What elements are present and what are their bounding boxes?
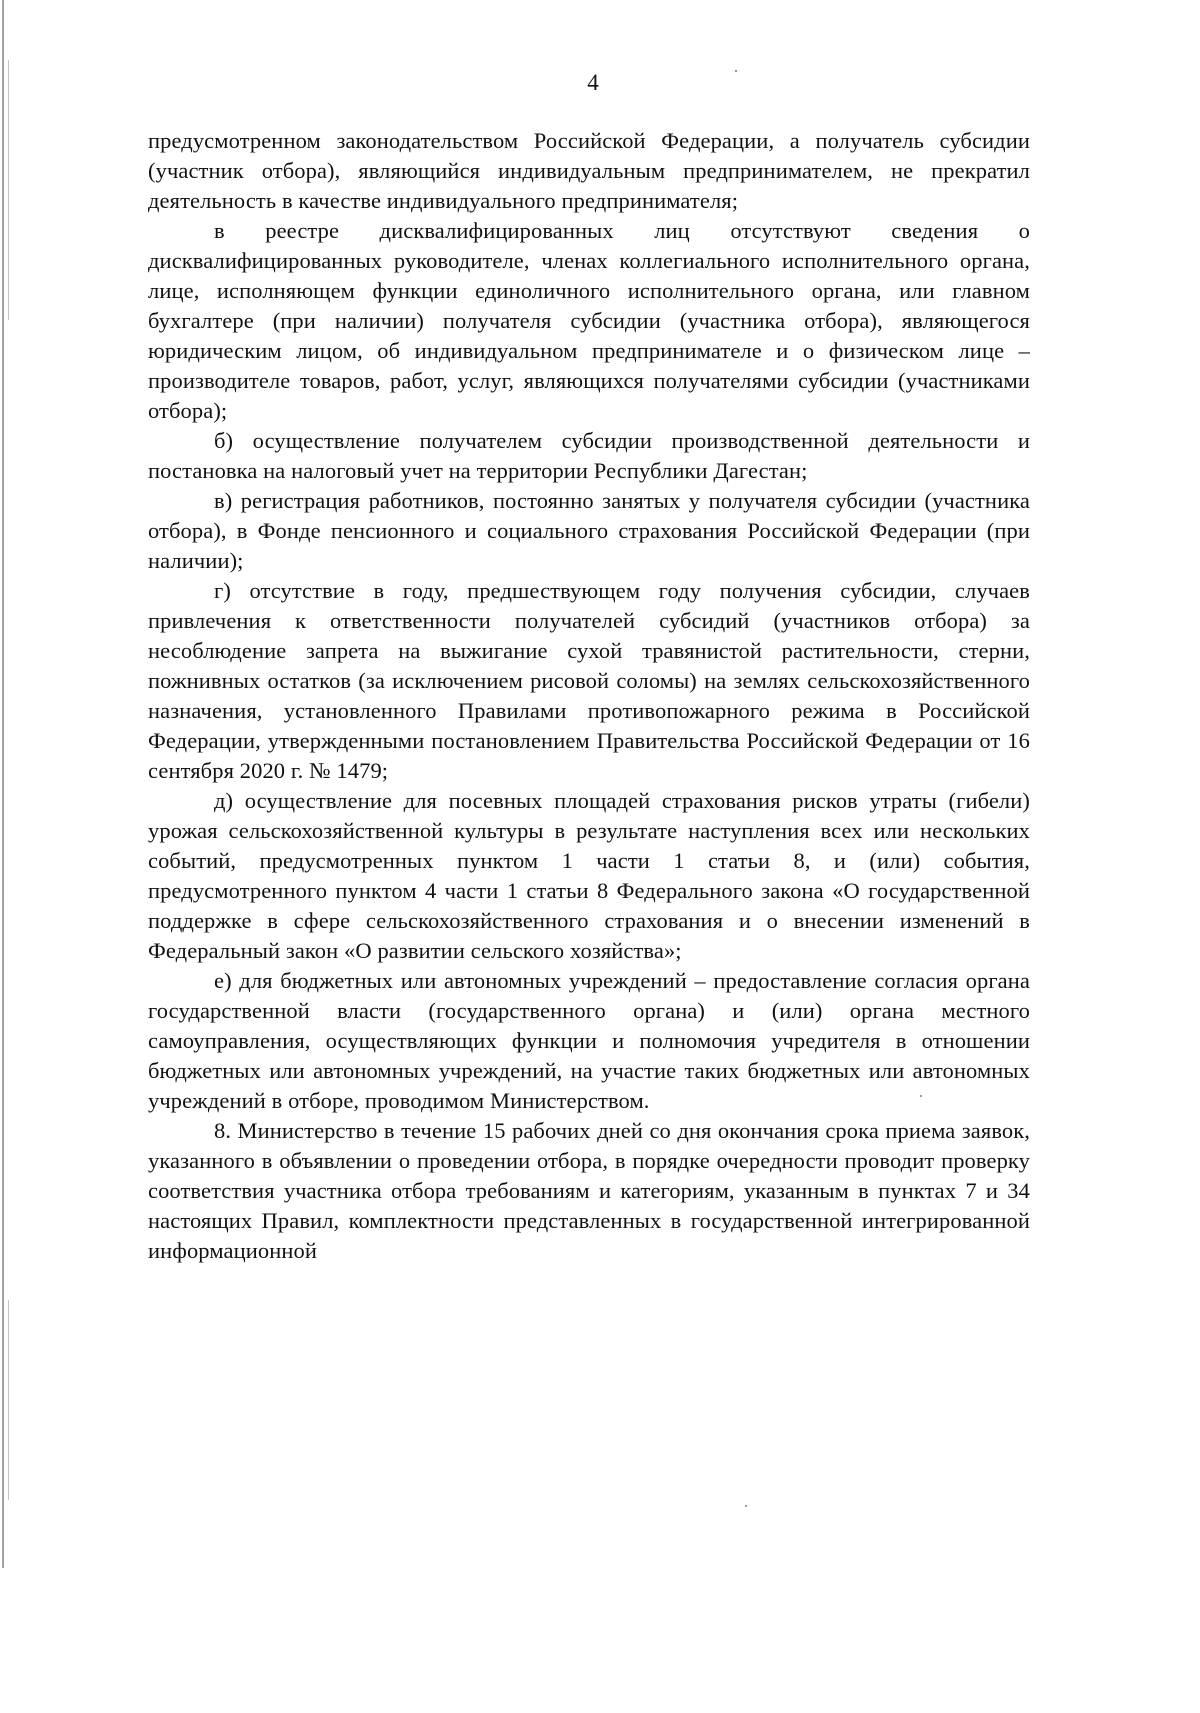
paragraph-item-8: 8. Министерство в течение 15 рабочих дней со дня окончания срока приема заявок, указанного в объявлении о проведении отбора, в порядке очередности проводит проверку соответствия участника отбора требованиям и категориям, указанным в пунктах 7 и 34 настоящих Правил, комплектности представленных в государственной интегрированной информационной bbox=[148, 1118, 1030, 1263]
scan-speck bbox=[745, 1505, 747, 1507]
scan-edge-left bbox=[2, 0, 4, 1568]
paragraph-item-v: в) регистрация работников, постоянно занятых у получателя субсидии (участника отбора), в Фонде пенсионного и социального страхования Российской Федерации (при наличии); bbox=[148, 488, 1030, 573]
page-number: 4 bbox=[587, 70, 599, 95]
scan-edge-mark-bottom bbox=[8, 1300, 9, 1500]
scan-edge-mark-top bbox=[8, 60, 9, 320]
document-body bbox=[148, 126, 1030, 1266]
paragraph-item-d: д) осуществление для посевных площадей страхования рисков утраты (гибели) урожая сельскохозяйственной культуры в результате наступления всех или нескольких событий, предусмотренных пунктом 1 части 1 статьи 8, и (или) события, предусмотренного пунктом 4 части 1 статьи 8 Федерального закона «О государственной поддержке в сфере сельскохозяйственного страхования и о внесении изменений в Федеральный закон «О развитии сельского хозяйства»; bbox=[148, 788, 1030, 963]
paragraph-item-g: г) отсутствие в году, предшествующем году получения субсидии, случаев привлечения к ответственности получателей субсидий (участников отбора) за несоблюдение запрета на выжигание сухой травянистой растительности, стерни, пожнивных остатков (за исключением рисовой соломы) на землях сельскохозяйственного назначения, установленного Правилами противопожарного режима в Российской Федерации, утвержденными постановлением Правительства Российской Федерации от 16 сентября 2020 г. № 1479; bbox=[148, 578, 1030, 783]
paragraph-item-e: е) для бюджетных или автономных учреждений – предоставление согласия органа государственной власти (государственного органа) и (или) органа местного самоуправления, осуществляющих функции и полномочия учредителя в отношении бюджетных или автономных учреждений, на участие таких бюджетных или автономных учреждений в отборе, проводимом Министерством. bbox=[148, 968, 1030, 1113]
paragraph-continuation: предусмотренном законодательством Российской Федерации, а получатель субсидии (участник отбора), являющийся индивидуальным предпринимателем, не прекратил деятельность в качестве индивидуального предпринимателя; bbox=[148, 128, 1030, 213]
paragraph-item-b: б) осуществление получателем субсидии производственной деятельности и постановка на налоговый учет на территории Республики Дагестан; bbox=[148, 428, 1030, 483]
paragraph-disqualified-registry: в реестре дисквалифицированных лиц отсутствуют сведения о дисквалифицированных руководителе, членах коллегиального исполнительного органа, лице, исполняющем функции единоличного исполнительного органа, или главном бухгалтере (при наличии) получателя субсидии (участника отбора), являющегося юридическим лицом, об индивидуальном предпринимателе и о физическом лице – производителе товаров, работ, услуг, являющихся получателями субсидии (участниками отбора); bbox=[148, 218, 1030, 423]
